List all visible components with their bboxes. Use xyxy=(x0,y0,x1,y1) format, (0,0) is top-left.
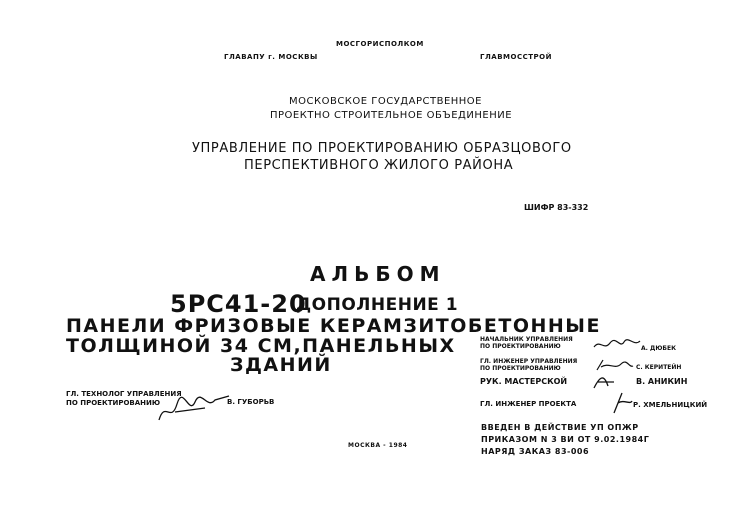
city-year: МОСКВА - 1984 xyxy=(348,442,408,449)
technologist-role: ГЛ. ТЕХНОЛОГ УПРАВЛЕНИЯ ПО ПРОЕКТИРОВАНИЮ xyxy=(66,390,182,407)
signature-role-4: ГЛ. ИНЖЕНЕР ПРОЕКТА xyxy=(480,400,577,408)
signature-name-1: А. ДЮБЕК xyxy=(641,345,676,352)
signature-scribble-4 xyxy=(608,391,634,419)
association-line-2: ПРОЕКТНО СТРОИТЕЛЬНОЕ ОБЪЕДИНЕНИЕ xyxy=(270,110,513,121)
supplement-label: ДОПОЛНЕНИЕ 1 xyxy=(296,295,459,315)
subject-line-3: ЗДАНИЙ xyxy=(230,354,332,376)
signature-role-2: ГЛ. ИНЖЕНЕР УПРАВЛЕНИЯ ПО ПРОЕКТИРОВАНИЮ xyxy=(480,358,578,372)
signature-name-2: С. КЕРИТЕЙН xyxy=(636,364,682,371)
enactment-line-1: ВВЕДЕН В ДЕЙСТВИЕ УП ОПЖР xyxy=(481,423,639,432)
left-organization: ГЛАВАПУ г. МОСКВЫ xyxy=(224,53,318,61)
right-organization: ГЛАВМОССТРОЙ xyxy=(480,53,552,61)
document-code: ШИФР 83-332 xyxy=(524,203,589,212)
album-title: АЛЬБОМ xyxy=(310,262,446,286)
top-organization: МОСГОРИСПОЛКОМ xyxy=(336,40,424,48)
signature-name-3: В. АНИКИН xyxy=(636,377,688,386)
association-line-1: МОСКОВСКОЕ ГОСУДАРСТВЕННОЕ xyxy=(289,96,482,107)
department-line-1: УПРАВЛЕНИЕ ПО ПРОЕКТИРОВАНИЮ ОБРАЗЦОВОГО xyxy=(192,141,572,156)
department-line-2: ПЕРСПЕКТИВНОГО ЖИЛОГО РАЙОНА xyxy=(244,158,514,173)
signature-scribble-1 xyxy=(592,336,642,355)
series-number: 5РС41-20 xyxy=(170,290,307,318)
enactment-line-3: НАРЯД ЗАКАЗ 83-006 xyxy=(481,447,590,456)
signature-name-4: Р. ХМЕЛЬНИЦКИЙ xyxy=(633,401,708,409)
subject-line-2: ТОЛЩИНОЙ 34 СМ,ПАНЕЛЬНЫХ xyxy=(66,335,456,357)
technologist-name: В. ГУБОРЬВ xyxy=(227,398,275,406)
signature-role-3: РУК. МАСТЕРСКОЙ xyxy=(480,377,568,386)
enactment-line-2: ПРИКАЗОМ N 3 ВИ ОТ 9.02.1984Г xyxy=(481,435,650,444)
signature-role-1: НАЧАЛЬНИК УПРАВЛЕНИЯ ПО ПРОЕКТИРОВАНИЮ xyxy=(480,336,573,350)
subject-line-1: ПАНЕЛИ ФРИЗОВЫЕ КЕРАМЗИТОБЕТОННЫЕ xyxy=(66,315,601,337)
technologist-signature-scribble xyxy=(155,390,235,430)
